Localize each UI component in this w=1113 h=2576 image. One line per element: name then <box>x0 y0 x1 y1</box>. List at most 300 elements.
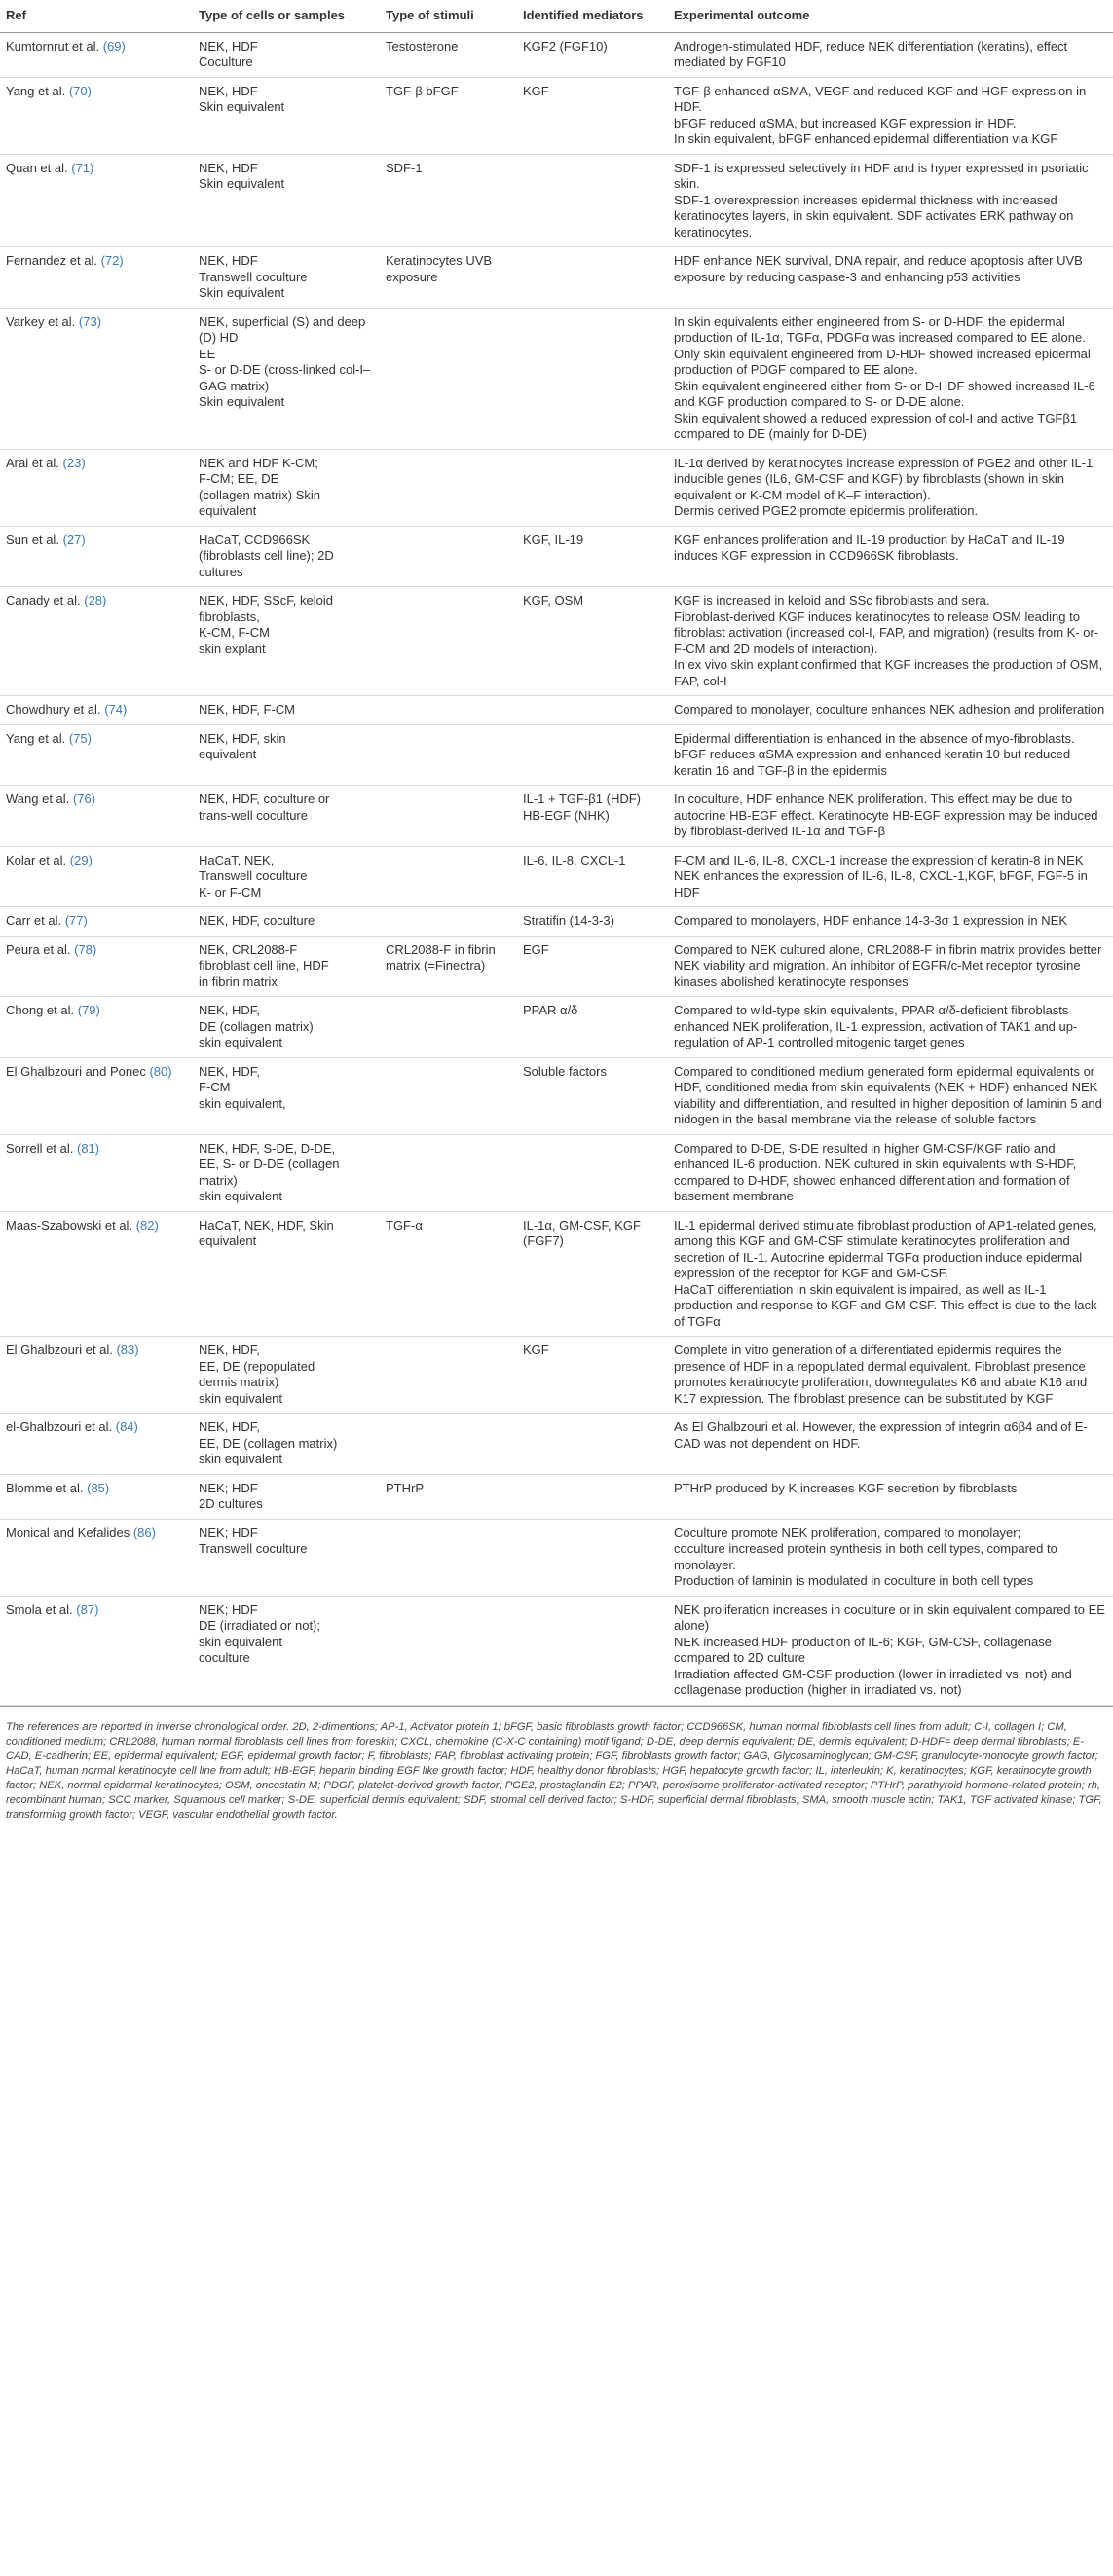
cell-stimuli <box>380 1596 517 1705</box>
cell-mediators <box>517 77 668 154</box>
outcome-line: In ex vivo skin explant confirmed that KGF increases the production of OSM, FAP, col-I <box>674 657 1103 688</box>
cell-outcome <box>668 449 1113 526</box>
ref-link[interactable]: (28) <box>84 593 107 607</box>
table-row <box>0 1474 1113 1519</box>
table-row <box>0 846 1113 907</box>
header-mediators: Identified mediators <box>517 0 668 32</box>
cell-ref <box>0 997 193 1058</box>
cells-line: NEK, HDF, F-CM <box>199 702 295 717</box>
cell-outcome <box>668 907 1113 937</box>
mediators-line: KGF, IL-19 <box>523 532 584 547</box>
outcome-line: Skin equivalent showed a reduced expression of col-I and active TGFβ1 compared to DE (mainly for D-DE) <box>674 410 1078 441</box>
cells-line: dermis matrix) <box>199 1375 279 1389</box>
ref-author: Canady et al. <box>6 593 81 607</box>
ref-link[interactable]: (85) <box>87 1480 110 1495</box>
outcome-line: NEK increased HDF production of IL-6; KGF, GM-CSF, collagenase compared to 2D culture <box>674 1634 1052 1665</box>
cell-cells <box>193 1337 380 1414</box>
ref-link[interactable]: (83) <box>116 1343 139 1357</box>
cell-stimuli <box>380 1414 517 1475</box>
table-row <box>0 1057 1113 1134</box>
cells-line: fibroblasts, <box>199 608 260 624</box>
ref-author: Chong et al. <box>6 1003 75 1017</box>
table-row <box>0 997 1113 1058</box>
cells-line: NEK, HDF, <box>199 1419 260 1434</box>
table-row <box>0 1414 1113 1475</box>
cell-outcome <box>668 77 1113 154</box>
cell-cells <box>193 696 380 725</box>
cell-ref <box>0 1474 193 1519</box>
cell-mediators <box>517 997 668 1058</box>
cell-mediators <box>517 1474 668 1519</box>
table-row <box>0 77 1113 154</box>
ref-author: Arai et al. <box>6 455 59 470</box>
cell-mediators <box>517 1337 668 1414</box>
header-outcome: Experimental outcome <box>668 0 1113 32</box>
cells-line: NEK, HDF <box>199 253 258 268</box>
ref-author: El Ghalbzouri and Ponec <box>6 1063 146 1079</box>
cell-ref <box>0 1596 193 1705</box>
mediators-line: Soluble factors <box>523 1063 607 1079</box>
table-header <box>0 0 1113 32</box>
cells-line: Skin equivalent <box>199 99 285 114</box>
cell-stimuli <box>380 32 517 77</box>
cell-mediators <box>517 936 668 997</box>
ref-link[interactable]: (70) <box>68 83 92 98</box>
cells-line: skin equivalent <box>199 1189 282 1203</box>
cells-line: NEK and HDF K-CM; <box>199 455 318 470</box>
cells-line: Skin equivalent <box>199 176 285 191</box>
cell-outcome <box>668 846 1113 907</box>
ref-link[interactable]: (27) <box>62 532 86 547</box>
table-row <box>0 1596 1113 1705</box>
cell-outcome <box>668 1134 1113 1211</box>
ref-link[interactable]: (74) <box>104 702 128 717</box>
outcome-line: Compared to wild-type skin equivalents, PPAR α/δ-deficient fibroblasts enhanced NEK proliferation, IL-1 expression, activation of TAK1 and up-regulation of AP-1 controlled mitogenic target genes <box>674 1003 1078 1049</box>
cell-cells <box>193 449 380 526</box>
ref-author: Kumtornrut et al. <box>6 38 100 54</box>
stimuli-line: TGF-α <box>386 1217 423 1233</box>
cells-line: HaCaT, CCD966SK <box>199 532 311 547</box>
cell-cells <box>193 587 380 696</box>
cell-ref <box>0 77 193 154</box>
cells-line: NEK; HDF <box>199 1525 258 1540</box>
cell-mediators <box>517 786 668 847</box>
mediators-line: (FGF7) <box>523 1233 564 1248</box>
ref-link[interactable]: (77) <box>64 913 88 928</box>
cells-line: Skin equivalent <box>199 285 285 300</box>
cell-stimuli <box>380 1474 517 1519</box>
outcome-line: IL-1 epidermal derived stimulate fibroblast production of AP1-related genes, among this KGF and GM-CSF stimulate keratinocytes proliferation and secretion of IL-1. Autocrine epidermal TGFα production induce epidermal expression of the receptor for KGF and GM-CSF. <box>674 1217 1097 1280</box>
cells-line: skin equivalent <box>199 1452 282 1466</box>
stimuli-line: PTHrP <box>386 1480 424 1495</box>
outcome-line: KGF is increased in keloid and SSc fibroblasts and sera. <box>674 593 990 607</box>
mediators-line: IL-1α, GM-CSF, KGF <box>523 1217 641 1233</box>
outcome-line: Coculture promote NEK proliferation, compared to monolayer; <box>674 1525 1021 1540</box>
cell-cells <box>193 1057 380 1134</box>
cell-ref <box>0 1057 193 1134</box>
outcome-line: Production of laminin is modulated in coculture in both cell types <box>674 1573 1034 1588</box>
cell-outcome <box>668 587 1113 696</box>
ref-author: Varkey et al. <box>6 313 76 329</box>
cell-mediators <box>517 724 668 786</box>
cell-stimuli <box>380 587 517 696</box>
cells-line: F-CM; EE, DE <box>199 471 279 486</box>
ref-author: Fernandez et al. <box>6 253 97 268</box>
cells-line: NEK, HDF, <box>199 1343 260 1357</box>
cells-line: skin equivalent <box>199 1634 282 1649</box>
outcome-line: coculture increased protein synthesis in both cell types, compared to monolayer. <box>674 1541 1057 1572</box>
cells-line: S- or D-DE (cross-linked col-I–GAG matrix) <box>199 362 371 393</box>
stimuli-line: Keratinocytes UVB exposure <box>386 253 493 284</box>
ref-link[interactable]: (72) <box>100 253 124 268</box>
cells-line: NEK, CRL2088-F <box>199 941 298 957</box>
ref-link[interactable]: (86) <box>132 1525 156 1540</box>
cell-ref <box>0 1519 193 1596</box>
header-row <box>0 0 1113 32</box>
cell-cells <box>193 247 380 309</box>
cell-cells <box>193 1519 380 1596</box>
outcome-line: TGF-β enhanced αSMA, VEGF and reduced KGF and HGF expression in HDF. <box>674 83 1087 114</box>
cell-cells <box>193 907 380 937</box>
cell-ref <box>0 308 193 449</box>
cell-cells <box>193 1414 380 1475</box>
table-row <box>0 32 1113 77</box>
outcome-line: Compared to monolayer, coculture enhances NEK adhesion and proliferation <box>674 702 1105 717</box>
ref-author: Monical and Kefalides <box>6 1525 130 1540</box>
outcome-line: NEK proliferation increases in coculture or in skin equivalent compared to EE alone) <box>674 1601 1105 1633</box>
cell-ref <box>0 1134 193 1211</box>
mediators-line: IL-1 + TGF-β1 (HDF) <box>523 791 641 806</box>
table-row <box>0 696 1113 725</box>
ref-author: Peura et al. <box>6 941 71 957</box>
cell-ref <box>0 587 193 696</box>
cells-line: fibroblast cell line, HDF <box>199 958 329 973</box>
cells-line: NEK, HDF, SScF, keloid <box>199 593 333 607</box>
table-row <box>0 308 1113 449</box>
cell-stimuli <box>380 1519 517 1596</box>
mediators-line: PPAR α/δ <box>523 1003 578 1017</box>
cell-cells <box>193 526 380 587</box>
table-row <box>0 786 1113 847</box>
cell-mediators <box>517 449 668 526</box>
cell-ref <box>0 247 193 309</box>
ref-link[interactable]: (23) <box>62 455 86 470</box>
mediators-line: KGF2 (FGF10) <box>523 38 608 54</box>
cell-mediators <box>517 846 668 907</box>
ref-link[interactable]: (69) <box>102 38 126 54</box>
stimuli-line: CRL2088-F in fibrin matrix (=Finectra) <box>386 941 496 973</box>
outcome-line: Irradiation affected GM-CSF production (lower in irradiated vs. not) and collagenase production (higher in irradiated vs. not) <box>674 1666 1072 1697</box>
cell-cells <box>193 846 380 907</box>
ref-author: Maas-Szabowski et al. <box>6 1217 133 1233</box>
cell-outcome <box>668 154 1113 247</box>
cell-mediators <box>517 1596 668 1705</box>
cell-cells <box>193 308 380 449</box>
cell-stimuli <box>380 308 517 449</box>
stimuli-line: Testosterone <box>386 38 459 54</box>
ref-author: El Ghalbzouri et al. <box>6 1343 113 1357</box>
cell-outcome <box>668 247 1113 309</box>
cells-line: EE, DE (collagen matrix) <box>199 1435 338 1451</box>
ref-link[interactable]: (80) <box>149 1063 172 1079</box>
outcome-line: Dermis derived PGE2 promote epidermis proliferation. <box>674 503 979 518</box>
outcome-line: F-CM and IL-6, IL-8, CXCL-1 increase the expression of keratin-8 in NEK <box>674 852 1084 867</box>
cell-cells <box>193 1596 380 1705</box>
cell-mediators <box>517 1134 668 1211</box>
ref-link[interactable]: (29) <box>69 852 93 867</box>
mediators-line: HB-EGF (NHK) <box>523 807 610 823</box>
cells-line: (collagen matrix) Skin <box>199 487 320 502</box>
cells-line: Transwell coculture <box>199 269 308 284</box>
mediators-line: Stratifin (14-3-3) <box>523 913 614 928</box>
ref-author: Quan et al. <box>6 160 68 175</box>
cell-ref <box>0 1414 193 1475</box>
cells-line: HaCaT, NEK, <box>199 852 275 867</box>
ref-link[interactable]: (84) <box>115 1419 138 1434</box>
cells-line: skin equivalent <box>199 1390 282 1406</box>
cells-line: NEK, HDF, coculture <box>199 913 315 928</box>
outcome-line: Compared to conditioned medium generated form epidermal equivalents or HDF, conditioned media from skin equivalents (NEK + HDF) enhanced NEK viability and differentiation, and resulted in higher deposition of laminin 5 and nidogen in the basal membrane via the release of soluble factors <box>674 1063 1102 1126</box>
mediators-line: KGF <box>523 1343 549 1357</box>
ref-author: Kolar et al. <box>6 852 67 867</box>
cell-outcome <box>668 1519 1113 1596</box>
ref-author: Yang et al. <box>6 83 66 98</box>
outcome-line: As El Ghalbzouri et al. However, the expression of integrin α6β4 and of E-CAD was not dependent on HDF. <box>674 1419 1088 1451</box>
cell-stimuli <box>380 1134 517 1211</box>
outcome-line: PTHrP produced by K increases KGF secretion by fibroblasts <box>674 1480 1018 1495</box>
ref-link[interactable]: (87) <box>76 1601 99 1617</box>
ref-author: Chowdhury et al. <box>6 702 101 717</box>
cells-line: equivalent <box>199 503 257 518</box>
ref-author: el-Ghalbzouri et al. <box>6 1419 113 1434</box>
cell-cells <box>193 786 380 847</box>
cell-stimuli <box>380 936 517 997</box>
outcome-line: HDF enhance NEK survival, DNA repair, and reduce apoptosis after UVB exposure by reducing caspase-3 and enhancing p53 activities <box>674 253 1083 284</box>
cells-line: skin explant <box>199 641 266 656</box>
cell-ref <box>0 696 193 725</box>
cells-line: F-CM <box>199 1080 231 1094</box>
cells-line: NEK, HDF <box>199 160 258 175</box>
cell-stimuli <box>380 907 517 937</box>
cells-line: NEK, HDF, <box>199 1003 260 1017</box>
outcome-line: Compared to monolayers, HDF enhance 14-3-3σ 1 expression in NEK <box>674 913 1067 928</box>
cells-line: skin equivalent, <box>199 1095 286 1111</box>
table-row <box>0 907 1113 937</box>
cells-line: NEK, HDF, S-DE, D-DE, <box>199 1140 336 1156</box>
cell-ref <box>0 1337 193 1414</box>
table-row <box>0 154 1113 247</box>
cell-mediators <box>517 526 668 587</box>
cells-line: NEK, HDF, coculture or <box>199 791 330 806</box>
stimuli-line: SDF-1 <box>386 160 423 175</box>
cells-line: skin equivalent <box>199 1035 282 1049</box>
cells-line: matrix) <box>199 1172 238 1188</box>
cells-line: K-CM, F-CM <box>199 625 270 640</box>
ref-link[interactable]: (73) <box>78 313 102 329</box>
cell-cells <box>193 1134 380 1211</box>
table-row <box>0 1337 1113 1414</box>
cell-mediators <box>517 1414 668 1475</box>
cell-stimuli <box>380 786 517 847</box>
cell-mediators <box>517 154 668 247</box>
cell-stimuli <box>380 247 517 309</box>
cells-line: K- or F-CM <box>199 884 262 900</box>
cell-mediators <box>517 247 668 309</box>
ref-link[interactable]: (75) <box>68 730 92 746</box>
cell-stimuli <box>380 1057 517 1134</box>
cell-outcome <box>668 526 1113 587</box>
table-row <box>0 247 1113 309</box>
cells-line: 2D cultures <box>199 1496 263 1511</box>
outcome-line: Epidermal differentiation is enhanced in the absence of myo-fibroblasts. bFGF reduces αSMA expression and enhanced keratin 10 but reduced keratin 16 and TGF-β in the epidermis <box>674 730 1075 778</box>
cell-ref <box>0 154 193 247</box>
mediators-line: EGF <box>523 941 549 957</box>
cell-cells <box>193 724 380 786</box>
cells-line: EE, S- or D-DE (collagen <box>199 1157 340 1171</box>
ref-author: Smola et al. <box>6 1601 73 1617</box>
cell-ref <box>0 907 193 937</box>
cells-line: in fibrin matrix <box>199 974 278 989</box>
outcome-line: Androgen-stimulated HDF, reduce NEK differentiation (keratins), effect mediated by FGF10 <box>674 38 1068 69</box>
outcome-line: In coculture, HDF enhance NEK proliferation. This effect may be due to autocrine HB-EGF effect. Keratinocyte HB-EGF expression may be induced by fibroblast-derived IL-1α and TGF-β <box>674 791 1098 838</box>
outcome-line: Compared to NEK cultured alone, CRL2088-F in fibrin matrix provides better NEK viability and migration. An inhibitor of EGFR/c-Met receptor tyrosine kinases abolished keratinocyte responses <box>674 941 1102 989</box>
cell-outcome <box>668 1596 1113 1705</box>
table-row <box>0 449 1113 526</box>
ref-link[interactable]: (71) <box>71 160 94 175</box>
ref-link[interactable]: (82) <box>135 1217 159 1233</box>
mediators-line: IL-6, IL-8, CXCL-1 <box>523 852 626 867</box>
outcome-line: In skin equivalent, bFGF enhanced epidermal differentiation via KGF <box>674 131 1058 146</box>
cell-outcome <box>668 32 1113 77</box>
cells-line: NEK, superficial (S) and deep (D) HD <box>199 313 366 345</box>
cell-ref <box>0 32 193 77</box>
cell-outcome <box>668 308 1113 449</box>
cell-ref <box>0 786 193 847</box>
cell-stimuli <box>380 846 517 907</box>
outcome-line: Compared to D-DE, S-DE resulted in higher GM-CSF/KGF ratio and enhanced IL-6 production. NEK cultured in skin equivalents with S-HDF, compared to D-HDF, showed enhanced differentiation and formation of basement membrane <box>674 1140 1077 1203</box>
cells-line: Skin equivalent <box>199 394 285 409</box>
cells-line: NEK, HDF <box>199 38 258 54</box>
cell-cells <box>193 1474 380 1519</box>
table-row <box>0 526 1113 587</box>
ref-author: Sun et al. <box>6 532 59 547</box>
cells-line: Coculture <box>199 55 253 69</box>
ref-author: Carr et al. <box>6 913 62 928</box>
cell-outcome <box>668 1057 1113 1134</box>
ref-author: Wang et al. <box>6 791 70 806</box>
cell-mediators <box>517 696 668 725</box>
outcome-line: SDF-1 is expressed selectively in HDF and is hyper expressed in psoriatic skin. <box>674 160 1089 191</box>
cell-outcome <box>668 1414 1113 1475</box>
table-row <box>0 1134 1113 1211</box>
cell-stimuli <box>380 1211 517 1337</box>
ref-link[interactable]: (79) <box>77 1003 100 1017</box>
cell-outcome <box>668 1337 1113 1414</box>
cell-outcome <box>668 997 1113 1058</box>
cell-stimuli <box>380 724 517 786</box>
cells-line: NEK, HDF, <box>199 1063 260 1079</box>
cell-mediators <box>517 32 668 77</box>
cells-line: HaCaT, NEK, HDF, Skin <box>199 1217 334 1233</box>
mediators-line: KGF, OSM <box>523 593 584 607</box>
cell-outcome <box>668 936 1113 997</box>
cell-cells <box>193 1211 380 1337</box>
cells-line: NEK; HDF <box>199 1601 258 1617</box>
table-row <box>0 1519 1113 1596</box>
table-body <box>0 32 1113 1705</box>
cell-stimuli <box>380 154 517 247</box>
cell-ref <box>0 1211 193 1337</box>
ref-link[interactable]: (76) <box>72 791 96 806</box>
cell-stimuli <box>380 449 517 526</box>
outcome-line: SDF-1 overexpression increases epidermal thickness with increased keratinocytes layers, in skin equivalent. SDF activates ERK pathway on keratinocytes. <box>674 192 1074 239</box>
cell-ref <box>0 449 193 526</box>
cell-mediators <box>517 587 668 696</box>
cells-line: equivalent <box>199 1233 257 1248</box>
header-cells: Type of cells or samples <box>193 0 380 32</box>
cells-line: DE (collagen matrix) <box>199 1018 314 1034</box>
stimuli-line: TGF-β bFGF <box>386 83 459 98</box>
header-stimuli: Type of stimuli <box>380 0 517 32</box>
outcome-line: Skin equivalent engineered either from S- or D-HDF showed increased IL-6 and KGF production compared to S- or D-DE alone. <box>674 378 1095 409</box>
cell-stimuli <box>380 1337 517 1414</box>
cells-line: EE <box>199 346 216 361</box>
cell-cells <box>193 936 380 997</box>
cells-line: NEK, HDF <box>199 83 258 98</box>
cell-cells <box>193 154 380 247</box>
cells-line: Transwell coculture <box>199 1541 308 1556</box>
ref-link[interactable]: (81) <box>77 1140 100 1156</box>
cells-line: NEK, HDF, skin <box>199 730 286 746</box>
cells-line: NEK; HDF <box>199 1480 258 1495</box>
cell-mediators <box>517 1211 668 1337</box>
header-ref: Ref <box>0 0 193 32</box>
outcome-line: HaCaT differentiation in skin equivalent is impaired, as well as IL-1 production and response to KGF and GM-CSF. This effect is due to the lack of TGFα <box>674 1281 1097 1329</box>
table-row <box>0 1211 1113 1337</box>
cells-line: EE, DE (repopulated <box>199 1358 315 1374</box>
cells-line: coculture <box>199 1650 250 1665</box>
cell-ref <box>0 526 193 587</box>
footnote-text: The references are reported in inverse chronological order. 2D, 2-dimentions; AP-1, Activator protein 1; bFGF, basic fibroblasts growth factor; CCD966SK, human normal fibroblasts cell lines from adult; C-I, collagen I; CM, conditioned medium; CRL2088, human normal fibroblasts cell lines from foreskin; CXCL, chemokine (C-X-C containing) motif ligand; D-DE, deep dermis equivalent; DE, dermis equivalent; D-HDF= deep dermal fibroblasts; E-CAD, E-cadherin; EE, epidermal equivalent; EGF, epidermal growth factor; F, fibroblasts; FAP, fibroblast activating protein; FGF, fibroblasts growth factor; GAG, Glycosaminoglycan; GM-CSF, granulocyte-monocyte growth factor; HaCaT, human normal keratinocyte cell line from adult; HB-EGF, heparin binding EGF like growth factor; HDF, healthy donor fibroblasts; HGF, hepatocyte growth factor; IL, interleukin; K, keratinocytes; KGF, keratinocyte growth factor; NEK, normal epidermal keratinocytes; OSM, oncostatin M; PDGF, platelet-derived growth factor; PGE2, prostaglandin E2; PPAR, peroxisome proliferator-activated receptor; PTHrP, parathyroid hormone-related protein; rh, recombinant human; SCC marker, Squamous cell marker; S-DE, superficial dermis equivalent; SDF, stromal cell derived factor; S-HDF, superficial dermal fibroblasts; SMA, smooth muscle actin; TAK1, TGF activated kinase; TGF, transforming growth factor; VEGF, vascular endothelial growth factor. <box>6 1720 1102 1821</box>
table-footnote <box>0 1706 1113 1822</box>
cells-line: cultures <box>199 564 243 579</box>
cell-stimuli <box>380 997 517 1058</box>
table-row <box>0 587 1113 696</box>
cell-cells <box>193 77 380 154</box>
cells-line: trans-well coculture <box>199 807 308 823</box>
outcome-line: IL-1α derived by keratinocytes increase expression of PGE2 and other IL-1 inducible genes (IL6, GM-CSF and KGF) by fibroblasts (shown in skin equivalent or K-CM model of K–F interaction). <box>674 455 1094 502</box>
cell-outcome <box>668 786 1113 847</box>
cell-ref <box>0 724 193 786</box>
ref-author: Blomme et al. <box>6 1480 84 1495</box>
cell-mediators <box>517 1057 668 1134</box>
cells-line: Transwell coculture <box>199 868 308 883</box>
outcome-line: NEK enhances the expression of IL-6, IL-8, CXCL-1,KGF, bFGF, FGF-5 in HDF <box>674 868 1088 900</box>
ref-author: Sorrell et al. <box>6 1140 74 1156</box>
cell-stimuli <box>380 77 517 154</box>
cell-outcome <box>668 696 1113 725</box>
ref-link[interactable]: (78) <box>74 941 97 957</box>
cell-cells <box>193 32 380 77</box>
table-row <box>0 936 1113 997</box>
cell-stimuli <box>380 696 517 725</box>
outcome-line: KGF enhances proliferation and IL-19 production by HaCaT and IL-19 induces KGF expression in CCD966SK fibroblasts. <box>674 532 1065 563</box>
cell-ref <box>0 846 193 907</box>
outcome-line: In skin equivalents either engineered from S- or D-HDF, the epidermal production of IL-1α, TGFα, PDGFα was increased compared to EE alone. Only skin equivalent engineered from D-HDF showed increased epidermal production of PDGF compared to EE alone. <box>674 313 1091 377</box>
mediators-line: KGF <box>523 83 549 98</box>
cells-line: (fibroblasts cell line); 2D <box>199 548 334 563</box>
cell-cells <box>193 997 380 1058</box>
